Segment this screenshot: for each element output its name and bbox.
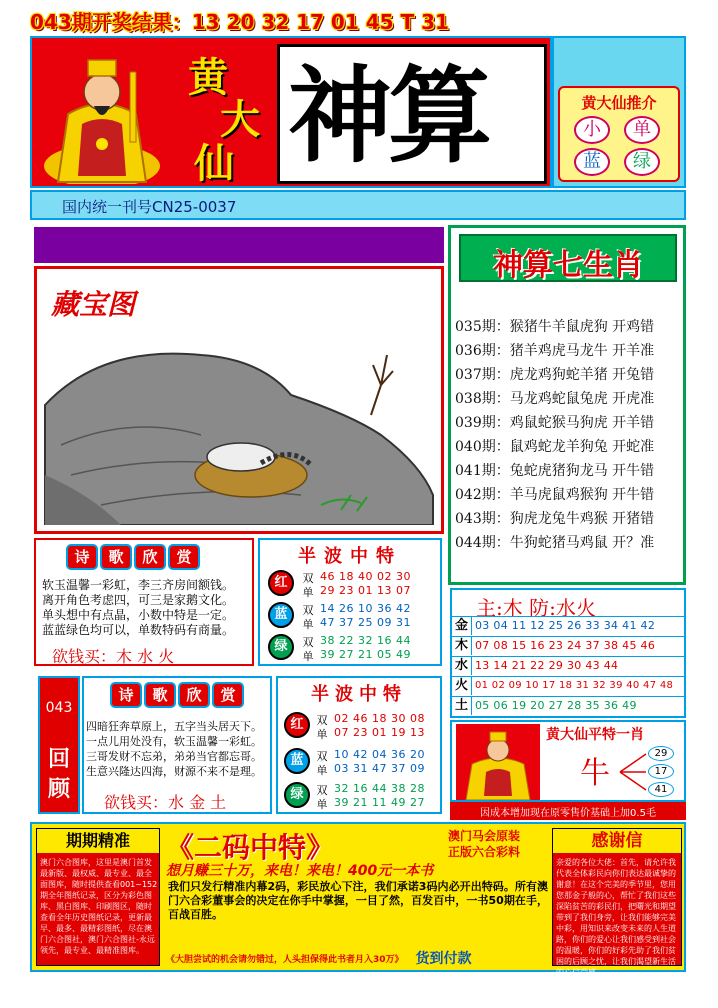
seven-zodiac-title-box <box>459 234 677 282</box>
poem-line: 生意兴隆达四海，财源不来不是理。 <box>86 765 262 778</box>
color-ball-red: 红 <box>268 570 294 596</box>
poem-header <box>68 546 198 568</box>
color-ball-red: 红 <box>284 712 310 738</box>
poem-head-char: 歌 <box>102 546 130 568</box>
zodiac-row: 035期：猴猪牛羊鼠虎狗 开鸡错 <box>455 319 655 335</box>
number-row: 单 07 23 01 19 13 <box>316 726 425 741</box>
element-row: 土 05 06 19 20 27 28 35 36 49 <box>452 696 684 715</box>
color-ball-green: 绿 <box>284 782 310 808</box>
buy-hint: 欲钱买：水 金 土 <box>104 793 227 812</box>
issn-number: 国内统一刊号CN25-0037 <box>62 198 237 216</box>
number-row: 单 29 23 01 13 07 <box>302 584 411 599</box>
poem-head-char: 欣 <box>136 546 164 568</box>
poem-head-char: 诗 <box>68 546 96 568</box>
flat-special-zodiac: 牛 <box>580 756 610 791</box>
color-ball-blue: 蓝 <box>284 748 310 774</box>
poem-head-char: 赏 <box>214 684 242 706</box>
seven-zodiac-panel <box>448 225 686 585</box>
number-row: 单 47 37 25 09 31 <box>302 616 411 631</box>
promo-body: 我们只发行精准内幕2码，彩民放心下注，我们承诺3码内必开出特码。所有澳门六合彩董事会的决定在你手中掌握，一目了然，百发百中，一书50期在手，百战百胜。 <box>168 880 548 921</box>
treasure-map-image <box>41 325 437 525</box>
buy-hint: 欲钱买：木 水 火 <box>52 647 175 666</box>
element-row: 水 13 14 21 22 29 30 43 44 <box>452 656 684 675</box>
number-row: 双 14 26 10 36 42 <box>302 602 411 617</box>
accuracy-body: 澳门六合图库，这里是澳门首发最新版、最权威、最专业、最全面图库，随时提供查看001~152期全年图纸记录，区分为彩色图库、黑白图库、印刷图区，随时查看全年历史图纸记录，更新最早、最多、最精彩图纸，尽在澳门六合图社，澳门六合图社-永远领先，最专业、最精准图库。 <box>40 858 158 955</box>
zodiac-row: 040期：鼠鸡蛇龙羊狗兔 开蛇准 <box>455 439 655 455</box>
zodiac-row: 044期：牛狗蛇猪马鸡鼠 开？准 <box>455 535 655 551</box>
main-defense: 主:木 防:水火 <box>476 596 596 620</box>
color-ball-blue: 蓝 <box>268 602 294 628</box>
review-label <box>38 676 80 814</box>
poem-line: 一点儿用处没有，软玉温馨一彩虹。 <box>86 735 262 748</box>
poem-line: 软玉温馨一彩虹，李三齐房间额钱。 <box>42 578 235 592</box>
poem-header <box>112 684 242 706</box>
title-char-2: 大 <box>220 96 260 143</box>
poem-panel-1 <box>34 538 254 666</box>
draw-result: 043期开奖结果：13 20 32 17 01 45 T 31 <box>30 10 449 34</box>
number-row: 单 03 31 47 37 09 <box>316 762 425 777</box>
result-bar <box>30 6 690 34</box>
main-title-box <box>277 44 547 184</box>
zodiac-row: 036期：猪羊鸡虎马龙牛 开羊准 <box>455 343 655 359</box>
flat-special-panel <box>450 720 686 802</box>
number-row: 双 38 22 32 16 44 <box>302 634 411 649</box>
seven-zodiac-title: 神算七生肖 <box>493 248 643 283</box>
treasure-map-title: 藏宝图 <box>51 288 136 321</box>
poem-line: 单头想中有点晶，小数中特是一定。 <box>42 608 235 622</box>
recommend-box <box>558 86 680 182</box>
title-char-3: 仙 <box>194 140 234 187</box>
thanks-letter-title: 感谢信 <box>553 829 681 853</box>
macau-line: 澳门马会原装 <box>447 829 520 843</box>
promo-footer <box>166 948 550 968</box>
flat-special-ball: 41 <box>648 782 674 797</box>
poem-head-char: 诗 <box>112 684 140 706</box>
zodiac-row: 038期：马龙鸡蛇鼠兔虎 开虎准 <box>455 391 655 407</box>
recommend-item: 小 <box>574 116 610 144</box>
poem-line: 四暗狂奔草原上，五字当头居天下。 <box>86 720 262 733</box>
poem-head-char: 赏 <box>170 546 198 568</box>
thanks-letter-body: 亲爱的各位大佬：首先，请允许我代表全体彩民向你们表达最诚挚的谢意！在这个完美的季节里，您用您那金子般的心，帮忙了我们这些深陷贫苦的彩民们，把曙光和期望带到了我们身旁，让我们能够完美中彩，用知识来改变未来的人生道路，你们的爱心让我们感受到社会的温暖，你们的好彩先助了我们贫困的后顾之忧，让我们渴望新生活的心信受感 <box>556 858 676 977</box>
recommend-title: 黄大仙推介 <box>581 94 657 112</box>
review-issue: 043 <box>45 700 73 716</box>
flat-special-ball: 17 <box>648 764 674 779</box>
half-wave-panel-2 <box>276 676 442 814</box>
recommend-item: 单 <box>624 116 660 144</box>
flat-special-title: 黄大仙平特一肖 <box>546 727 644 743</box>
flat-special-ball: 29 <box>648 746 674 761</box>
two-code-title-box <box>166 828 416 864</box>
poem-line: 三哥发财不忘弟，弟弟当官都忘哥。 <box>86 750 262 763</box>
issn-bar <box>30 190 686 220</box>
color-ball-green: 绿 <box>268 634 294 660</box>
accuracy-panel <box>36 828 160 966</box>
poem-line: 离开角色考虑四，可三是家鹅文化。 <box>42 593 235 607</box>
price-notice-text: 因成本增加现在原零售价基础上加0.5毛 <box>480 808 656 819</box>
zodiac-row: 041期：兔蛇虎猪狗龙马 开牛错 <box>455 463 655 479</box>
main-title: 神算 <box>288 55 489 177</box>
macau-line: 正版六合彩料 <box>447 845 520 859</box>
review-text: 回顾 <box>47 746 70 802</box>
pointer-lines <box>618 748 648 798</box>
bottom-promo <box>30 822 686 977</box>
two-code-title: 《二码中特》 <box>166 831 335 864</box>
element-row: 金 03 04 11 12 25 26 33 34 41 42 <box>452 616 684 635</box>
number-row: 双 46 18 40 02 30 <box>302 570 411 585</box>
five-elements-panel <box>450 588 686 718</box>
number-row: 单 39 21 11 49 27 <box>316 796 425 811</box>
zodiac-row: 043期：狗虎龙兔牛鸡猴 开猪错 <box>455 511 655 527</box>
title-char-1: 黄 <box>188 54 228 101</box>
accuracy-title: 期期精准 <box>37 829 159 853</box>
price-notice <box>450 802 686 820</box>
zodiac-row: 042期：羊马虎鼠鸡猴狗 开牛错 <box>455 487 655 503</box>
number-row: 双 02 46 18 30 08 <box>316 712 425 727</box>
element-row: 火 01 02 09 10 17 18 31 32 39 40 47 48 <box>452 676 684 695</box>
deity-image <box>38 44 166 184</box>
number-row: 双 10 42 04 36 20 <box>316 748 425 763</box>
deity-small-image <box>456 724 540 800</box>
poem-line: 蓝蓝绿色均可以，单数特码有商量。 <box>42 623 235 637</box>
half-wave-panel-1 <box>258 538 442 666</box>
number-row: 单 39 27 21 05 49 <box>302 648 411 663</box>
element-row: 木 07 08 15 16 23 24 37 38 45 46 <box>452 636 684 655</box>
thanks-letter-panel <box>552 828 682 977</box>
treasure-map-panel <box>34 266 444 534</box>
recommend-item: 绿 <box>624 148 660 176</box>
poem-panel-2 <box>82 676 272 814</box>
half-wave-title: 半波中特 <box>311 684 407 705</box>
earn-slogan: 想月赚三十万，来电！来电！400元一本书 <box>166 863 434 879</box>
cash-on-delivery: 货到付款 <box>415 951 472 967</box>
title-huangdaxian <box>182 46 282 186</box>
number-row: 双 32 16 44 38 28 <box>316 782 425 797</box>
masthead <box>30 36 552 188</box>
poem-head-char: 欣 <box>180 684 208 706</box>
macau-label <box>422 828 546 860</box>
zodiac-row: 037期：虎龙鸡狗蛇羊猪 开兔错 <box>455 367 655 383</box>
recommend-item: 蓝 <box>574 148 610 176</box>
poem-head-char: 歌 <box>146 684 174 706</box>
zodiac-row: 039期：鸡鼠蛇猴马狗虎 开羊错 <box>455 415 655 431</box>
half-wave-title: 半波中特 <box>298 546 402 567</box>
promo-footer-note: 《大胆尝试的机会请勿错过，人头担保得此书者月入30万》 <box>166 954 404 965</box>
purple-strip <box>34 227 444 263</box>
